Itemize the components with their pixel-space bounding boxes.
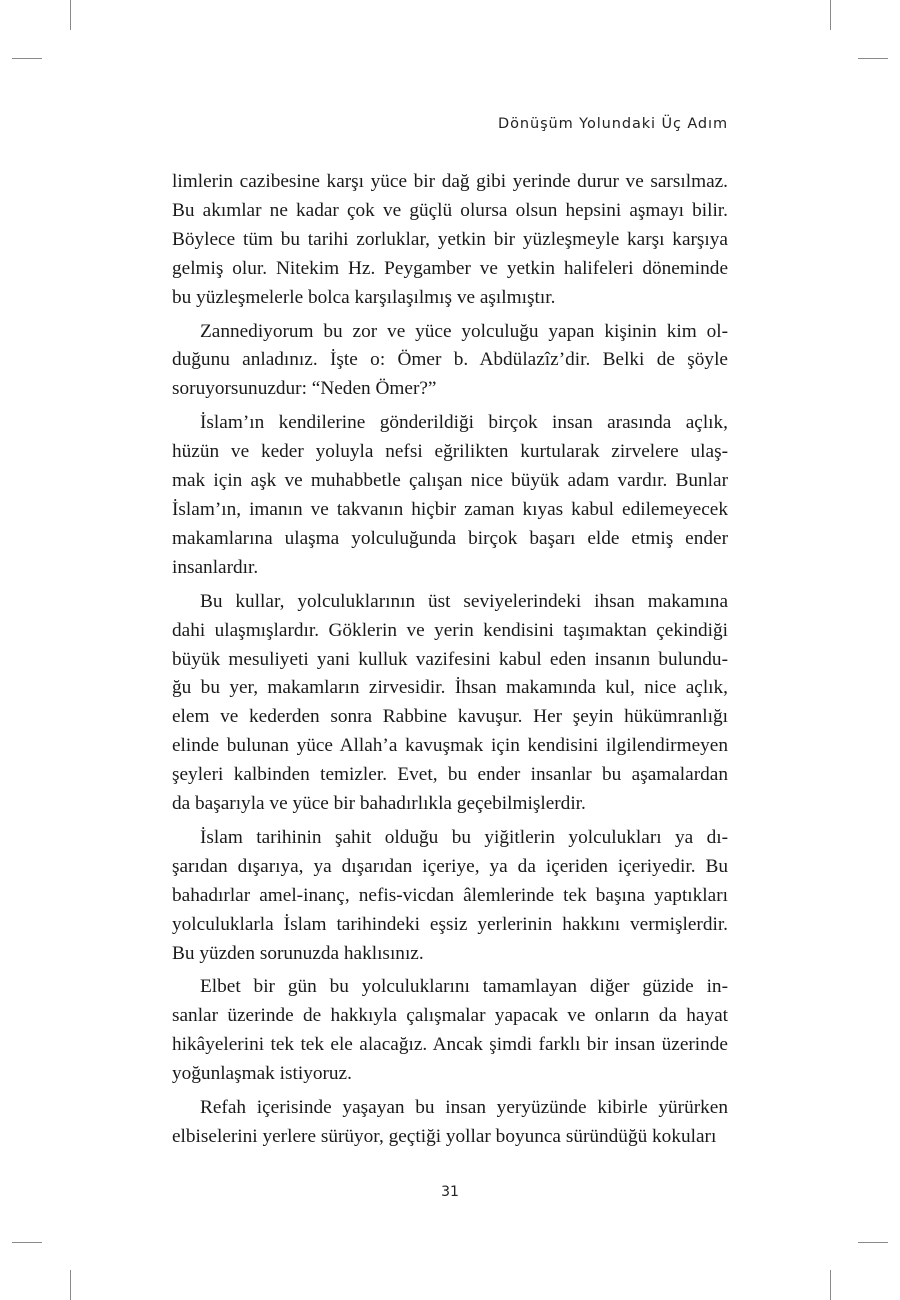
text-line: mak için aşk ve muhabbetle çalışan nice büyük adam vardır. Bunlar [172, 470, 728, 492]
text-line: bahadırlar amel-inanç, nefis-vicdan âlemlerinde tek başına yaptıkları [172, 884, 728, 906]
page-number: 31 [441, 1184, 459, 1200]
text-line: İslam’ın, imanın ve takvanın hiçbir zaman kıyas kabul edilemeyecek [172, 498, 728, 520]
text-line: gelmiş olur. Nitekim Hz. Peygamber ve yetkin halifeleri döneminde [172, 257, 728, 279]
text-line: soruyorsunuzdur: “Neden Ömer?” [172, 378, 437, 400]
crop-mark-left-bottom [12, 1242, 42, 1243]
crop-mark-left-top [12, 58, 42, 59]
text-line: Bu kullar, yolculuklarının üst seviyelerindeki ihsan makamına [200, 590, 728, 612]
crop-mark-right-top [858, 58, 888, 59]
text-line: Bu yüzden sorunuzda haklısınız. [172, 942, 424, 964]
text-line: sanlar üzerinde de hakkıyla çalışmalar yapacak ve onların da hayat [172, 1005, 728, 1027]
text-line: şarıdan dışarıya, ya dışarıdan içeriye, ya da içeriden içeriyedir. Bu [172, 855, 728, 877]
crop-mark-top-left [70, 0, 71, 30]
text-line: yolculuklarla İslam tarihindeki eşsiz yerlerinin hakkını vermişlerdir. [172, 913, 728, 935]
text-line: elbiselerini yerlere sürüyor, geçtiği yollar boyunca süründüğü kokuları [172, 1126, 717, 1147]
text-line: hikâyelerini tek tek ele alacağız. Ancak şimdi farklı bir insan üzerinde [172, 1034, 728, 1056]
paragraph [172, 588, 728, 819]
body-text [172, 168, 728, 1157]
text-line: Refah içerisinde yaşayan bu insan yeryüzünde kibirle yürürken [200, 1097, 728, 1119]
text-line: makamlarına ulaşma yolculuğunda birçok başarı elde etmiş ender [172, 527, 728, 549]
text-line: bu yüzleşmelerle bolca karşılaşılmış ve aşılmıştır. [172, 286, 556, 308]
running-head: Dönüşüm Yolundaki Üç Adım [498, 116, 728, 132]
text-line: İslam’ın kendilerine gönderildiği birçok insan arasında açlık, [200, 412, 728, 434]
paragraph [172, 1094, 728, 1152]
text-line: duğunu anladınız. İşte o: Ömer b. Abdülazîz’dir. Belki de şöyle [172, 349, 728, 371]
text-line: dahi ulaşmışlardır. Göklerin ve yerin kendisini taşımaktan çekindiği [172, 619, 728, 641]
text-line: insanlardır. [172, 556, 259, 578]
text-line: ğu bu yer, makamların zirvesidir. İhsan makamında kul, nice açlık, [172, 677, 728, 699]
crop-mark-bottom-left [70, 1270, 71, 1300]
text-line: büyük mesuliyeti yani kulluk vazifesini kabul eden insanın bulundu- [172, 648, 728, 670]
text-line: elem ve kederden sonra Rabbine kavuşur. Her şeyin hükümranlığı [172, 706, 728, 728]
paragraph [172, 973, 728, 1089]
text-line: limlerin cazibesine karşı yüce bir dağ gibi yerinde durur ve sarsılmaz. [172, 171, 728, 192]
paragraph [172, 318, 728, 405]
paragraph [172, 168, 728, 313]
text-line: elinde bulunan yüce Allah’a kavuşmak için kendisini ilgilendirmeyen [172, 735, 728, 757]
crop-mark-top-right [830, 0, 831, 30]
text-line: şeyleri kalbinden temizler. Evet, bu ender insanlar bu aşamalardan [172, 764, 728, 786]
text-line: İslam tarihinin şahit olduğu bu yiğitlerin yolculukları ya dı- [200, 826, 728, 848]
text-line: da başarıyla ve yüce bir bahadırlıkla geçebilmişlerdir. [172, 793, 586, 815]
text-line: Zannediyorum bu zor ve yüce yolculuğu yapan kişinin kim ol- [200, 320, 728, 342]
text-line: Böylece tüm bu tarihi zorluklar, yetkin bir yüzleşmeyle karşı karşıya [172, 228, 728, 250]
text-line: Elbet bir gün bu yolculuklarını tamamlayan diğer güzide in- [200, 976, 728, 998]
text-line: yoğunlaşmak istiyoruz. [172, 1063, 352, 1085]
crop-mark-bottom-right [830, 1270, 831, 1300]
crop-mark-right-bottom [858, 1242, 888, 1243]
text-line: hüzün ve keder yoluyla nefsi eğrilikten kurtularak zirvelere ulaş- [172, 441, 728, 463]
text-line: Bu akımlar ne kadar çok ve güçlü olursa olsun hepsini aşmayı bilir. [172, 199, 728, 221]
paragraph [172, 409, 728, 582]
paragraph [172, 824, 728, 969]
